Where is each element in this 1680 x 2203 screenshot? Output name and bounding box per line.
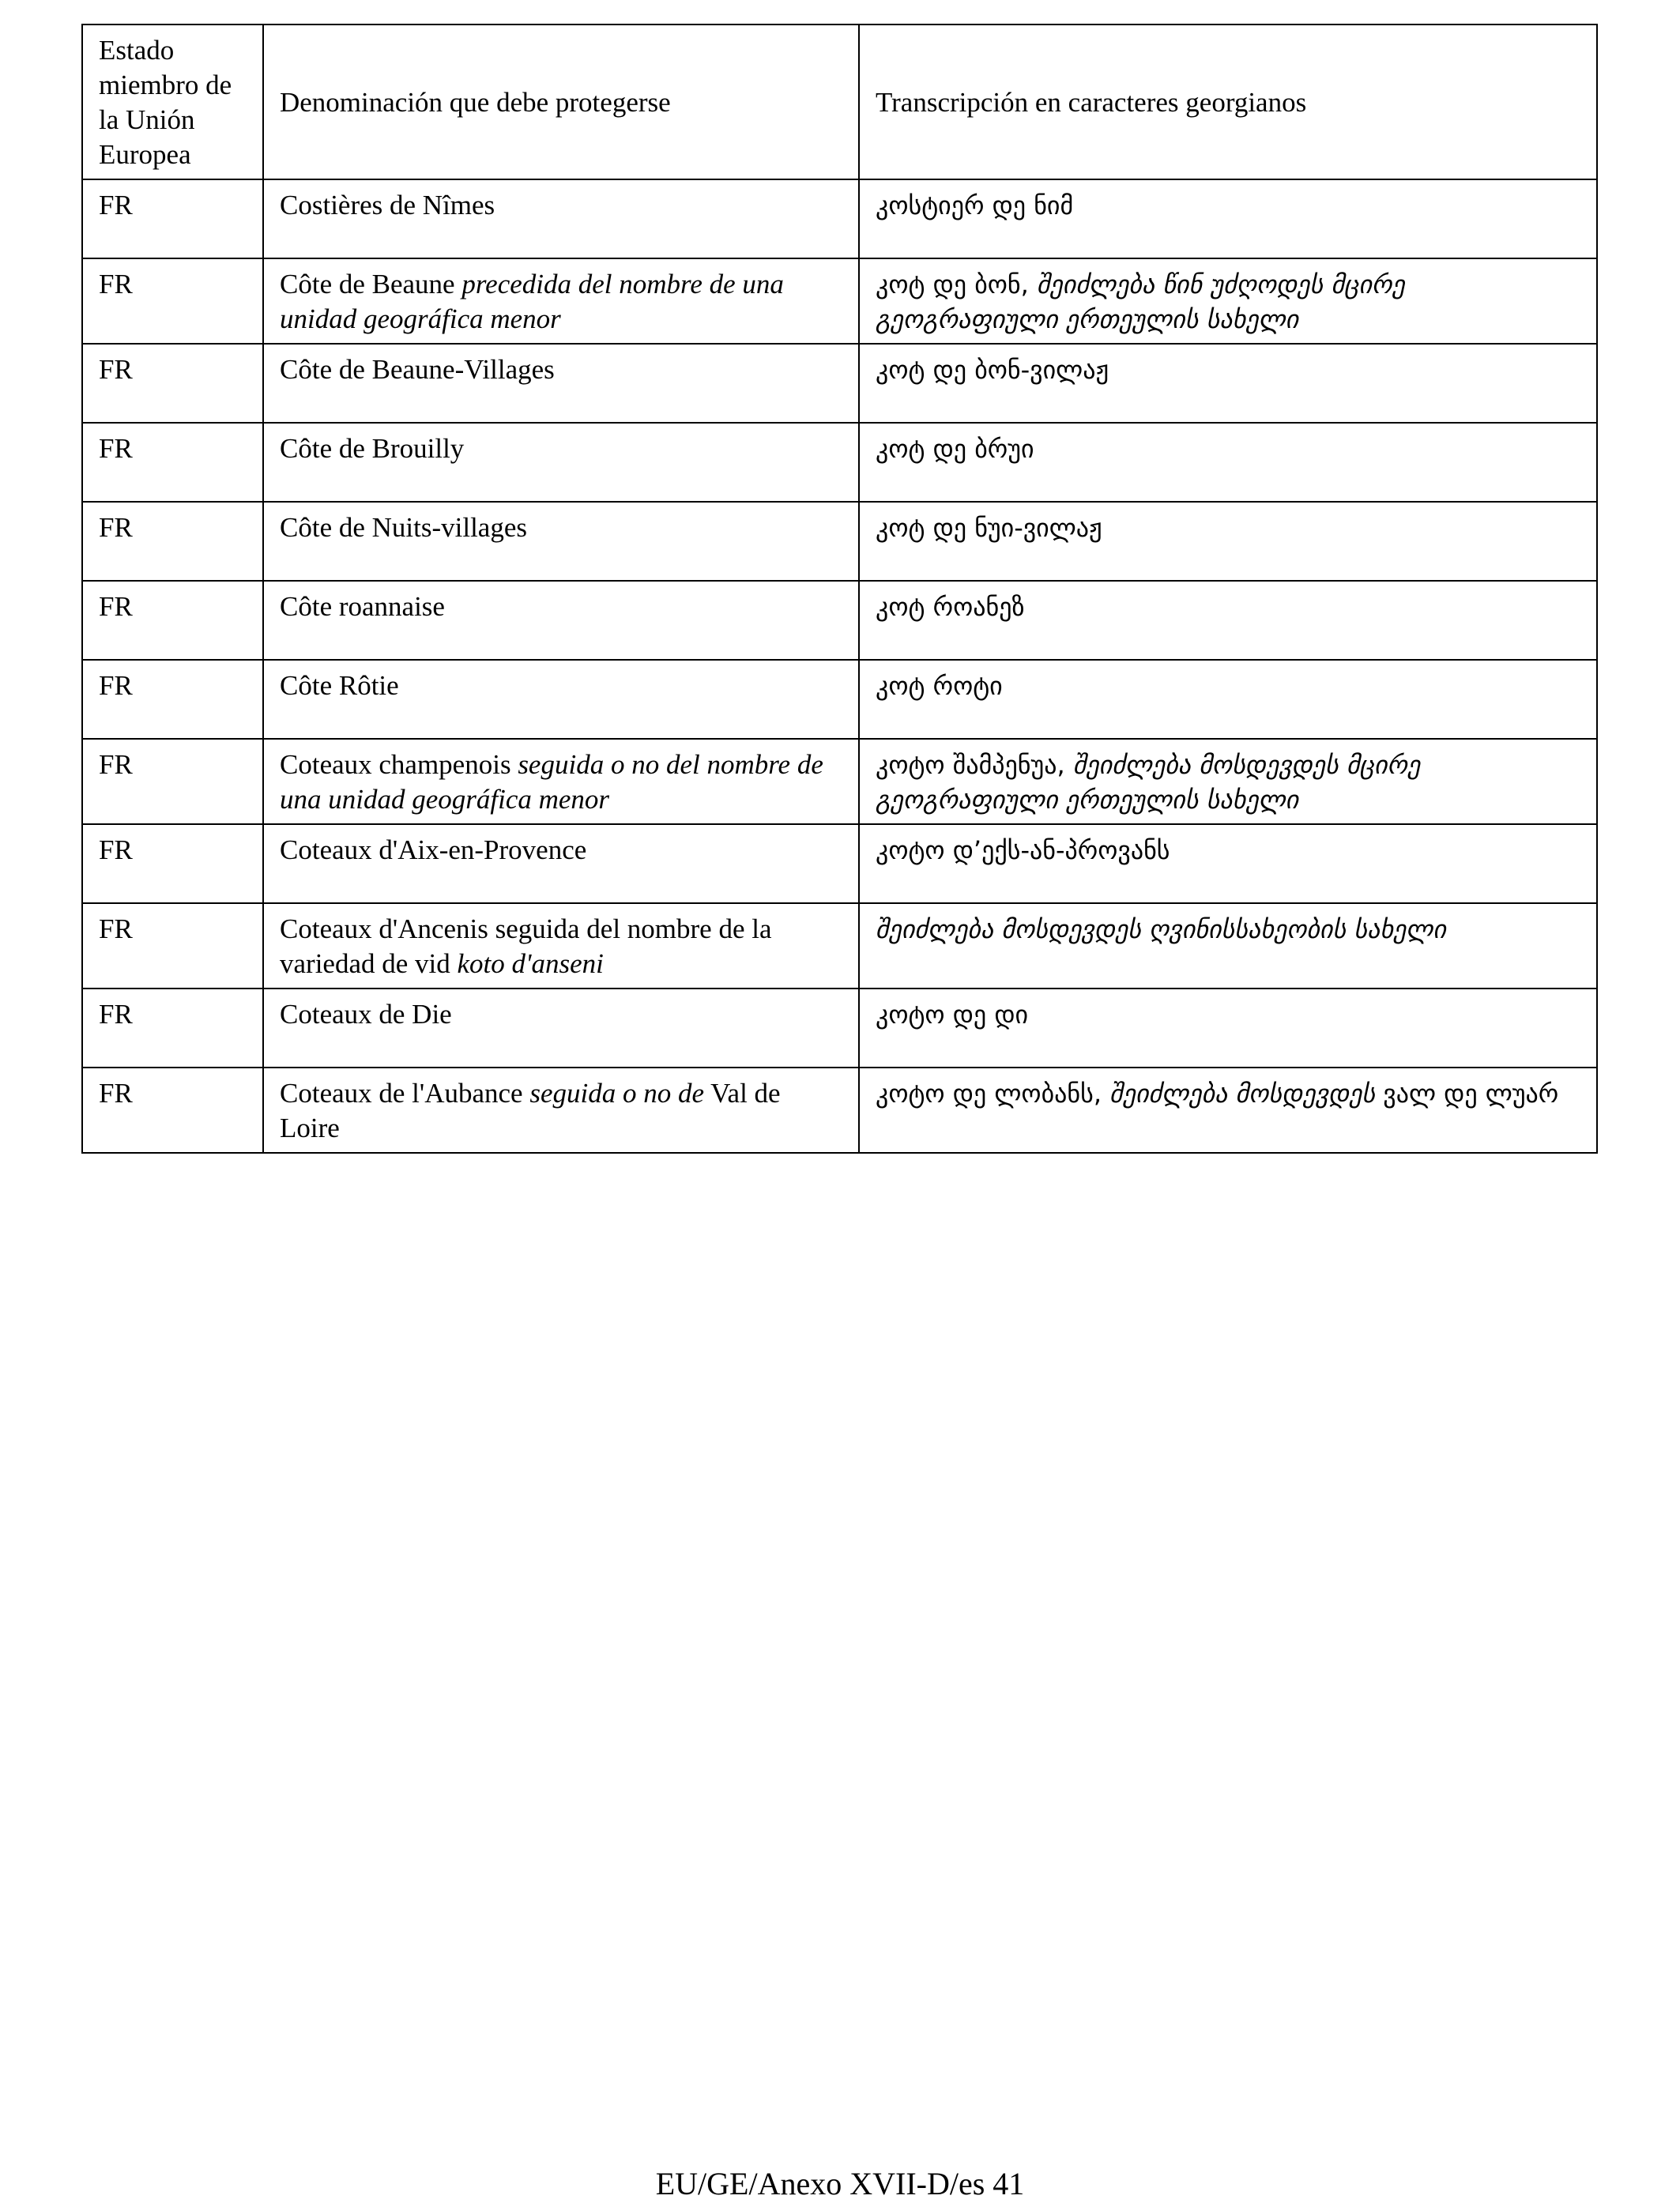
- table-row: [82, 344, 1597, 423]
- text: Côte de Beaune-Villages: [280, 354, 555, 385]
- text: Côte de Brouilly: [280, 433, 465, 464]
- text: Côte Rôtie: [280, 670, 399, 701]
- cell-georgian-transcription: [859, 344, 1597, 423]
- cell-denomination: [263, 1068, 859, 1153]
- text: კოტო დე ლობანს,: [876, 1079, 1110, 1109]
- cell-denomination: [263, 903, 859, 989]
- cell-georgian-transcription: [859, 660, 1597, 739]
- text: კოსტიერ დე ნიმ: [876, 190, 1074, 220]
- table-row: [82, 581, 1597, 660]
- cell-georgian-transcription: [859, 581, 1597, 660]
- italic-text: precedida del nombre de una unidad geográfica menor: [280, 269, 784, 334]
- cell-denomination: [263, 581, 859, 660]
- header-denomination: Denominación que debe protegerse: [263, 24, 859, 179]
- italic-text: შეიძლება წინ უძღოდეს მცირე გეოგრაფიული ერთეულის სახელი: [876, 269, 1405, 334]
- cell-georgian-transcription: [859, 903, 1597, 989]
- page-footer: EU/GE/Anexo XVII-D/es 41: [655, 2166, 1025, 2201]
- table-row: [82, 660, 1597, 739]
- cell-georgian-transcription: [859, 179, 1597, 258]
- cell-georgian-transcription: [859, 989, 1597, 1068]
- table-row: [82, 1068, 1597, 1153]
- cell-member-state: FR: [82, 1068, 263, 1153]
- italic-text: შეიძლება მოსდევდეს ღვინისსახეობის სახელი: [876, 914, 1446, 944]
- cell-georgian-transcription: [859, 739, 1597, 824]
- text: Coteaux champenois: [280, 749, 518, 780]
- text: Coteaux de l'Aubance: [280, 1078, 530, 1109]
- italic-text: koto d'anseni: [457, 948, 604, 979]
- cell-member-state: FR: [82, 344, 263, 423]
- text: კოტო დ’ექს-ან-პროვანს: [876, 835, 1170, 865]
- cell-denomination: [263, 739, 859, 824]
- header-georgian-transcription: Transcripción en caracteres georgianos: [859, 24, 1597, 179]
- table-header-row: [82, 24, 1597, 179]
- text: კოტ დე ბრუი: [876, 434, 1034, 464]
- cell-member-state: FR: [82, 824, 263, 903]
- text: Coteaux de Die: [280, 999, 452, 1030]
- cell-member-state: FR: [82, 903, 263, 989]
- cell-denomination: [263, 660, 859, 739]
- text: კოტ დე ნუი-ვილაჟ: [876, 513, 1102, 543]
- table-row: [82, 179, 1597, 258]
- cell-georgian-transcription: [859, 502, 1597, 581]
- cell-georgian-transcription: [859, 824, 1597, 903]
- table-row: [82, 502, 1597, 581]
- table-row: [82, 824, 1597, 903]
- cell-member-state: FR: [82, 502, 263, 581]
- italic-text: შეიძლება მოსდევდეს მცირე გეოგრაფიული ერთეულის სახელი: [876, 750, 1421, 815]
- table-row: [82, 739, 1597, 824]
- text: Coteaux d'Aix-en-Provence: [280, 834, 587, 865]
- cell-denomination: [263, 258, 859, 344]
- cell-member-state: FR: [82, 660, 263, 739]
- table-row: [82, 423, 1597, 502]
- text: Côte de Nuits-villages: [280, 512, 528, 543]
- text: Coteaux d'Ancenis seguida del nombre de la variedad de vid: [280, 913, 772, 979]
- text: Costières de Nîmes: [280, 190, 495, 220]
- cell-denomination: [263, 989, 859, 1068]
- text: კოტო დე დი: [876, 1000, 1029, 1030]
- italic-text: seguida o no del nombre de una unidad geográfica menor: [280, 749, 823, 815]
- table-row: [82, 903, 1597, 989]
- cell-georgian-transcription: [859, 1068, 1597, 1153]
- cell-member-state: FR: [82, 423, 263, 502]
- cell-denomination: [263, 824, 859, 903]
- table-row: [82, 989, 1597, 1068]
- cell-denomination: [263, 344, 859, 423]
- cell-member-state: FR: [82, 581, 263, 660]
- text: კოტ როანეზ: [876, 592, 1025, 622]
- cell-georgian-transcription: [859, 423, 1597, 502]
- text: კოტ დე ბონ,: [876, 269, 1037, 299]
- italic-text: seguida o no de: [529, 1078, 705, 1109]
- cell-member-state: FR: [82, 179, 263, 258]
- cell-denomination: [263, 179, 859, 258]
- annex-table: [81, 24, 1598, 1154]
- cell-member-state: FR: [82, 258, 263, 344]
- text: კოტ დე ბონ-ვილაჟ: [876, 355, 1109, 385]
- text: კოტო შამპენუა,: [876, 750, 1073, 780]
- cell-denomination: [263, 502, 859, 581]
- cell-georgian-transcription: [859, 258, 1597, 344]
- cell-member-state: FR: [82, 989, 263, 1068]
- annex-table-body: [82, 24, 1597, 1153]
- header-member-state: Estado miembro de la Unión Europea: [82, 24, 263, 179]
- text: Côte roannaise: [280, 591, 445, 622]
- cell-member-state: FR: [82, 739, 263, 824]
- table-row: [82, 258, 1597, 344]
- text: Côte de Beaune: [280, 269, 462, 299]
- text: ვალ დე ლუარ: [1375, 1079, 1559, 1109]
- italic-text: შეიძლება მოსდევდეს: [1109, 1079, 1376, 1109]
- cell-denomination: [263, 423, 859, 502]
- text: Val de Loire: [280, 1078, 781, 1143]
- text: კოტ როტი: [876, 671, 1003, 701]
